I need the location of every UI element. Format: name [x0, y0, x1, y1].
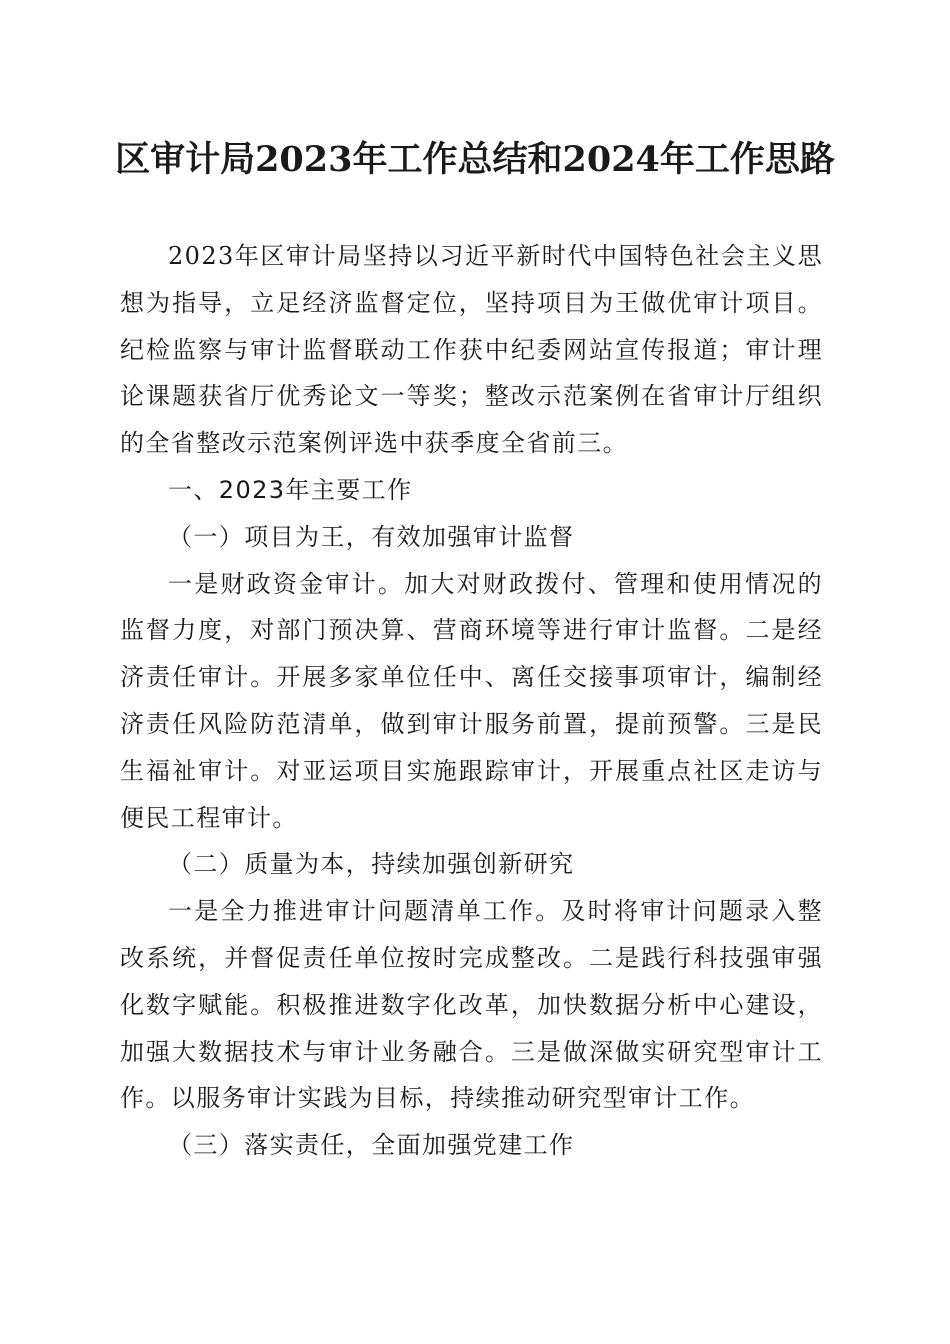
subsection-heading-2: （二）质量为本，持续加强创新研究 — [168, 850, 575, 879]
subsection-heading-1: （一）项目为王，有效加强审计监督 — [168, 522, 575, 551]
paragraph-audit-supervision: 一是财政资金审计。加大对财政拨付、管理和使用情况的监督力度，对部门预决算、营商环境等进行审计监督。二是经济责任审计。开展多家单位任中、离任交接事项审计，编制经济责任风险防范清单，做到审计服务前置，提前预警。三是民生福祉审计。对亚运项目实施跟踪审计，开展重点社区走访与便民工程审计。 — [120, 569, 823, 832]
section-heading-main-work: 一、2023年主要工作 — [168, 475, 413, 504]
paragraph-innovation-research: 一是全力推进审计问题清单工作。及时将审计问题录入整改系统，并督促责任单位按时完成整改。二是践行科技强审强化数字赋能。积极推进数字化改革，加快数据分析中心建设，加强大数据技术与审计业务融合。三是做深做实研究型审计工作。以服务审计实践为目标，持续推动研究型审计工作。 — [120, 897, 823, 1113]
document-title: 区审计局2023年工作总结和2024年工作思路 — [115, 139, 835, 180]
subsection-heading-3: （三）落实责任，全面加强党建工作 — [168, 1131, 575, 1160]
intro-paragraph: 2023年区审计局坚持以习近平新时代中国特色社会主义思想为指导，立足经济监督定位，坚持项目为王做优审计项目。纪检监察与审计监督联动工作获中纪委网站宣传报道；审计理论课题获省厅优秀论文一等奖；整改示范案例在省审计厅组织的全省整改示范案例评选中获季度全省前三。 — [120, 242, 823, 458]
document-body — [120, 233, 823, 1169]
